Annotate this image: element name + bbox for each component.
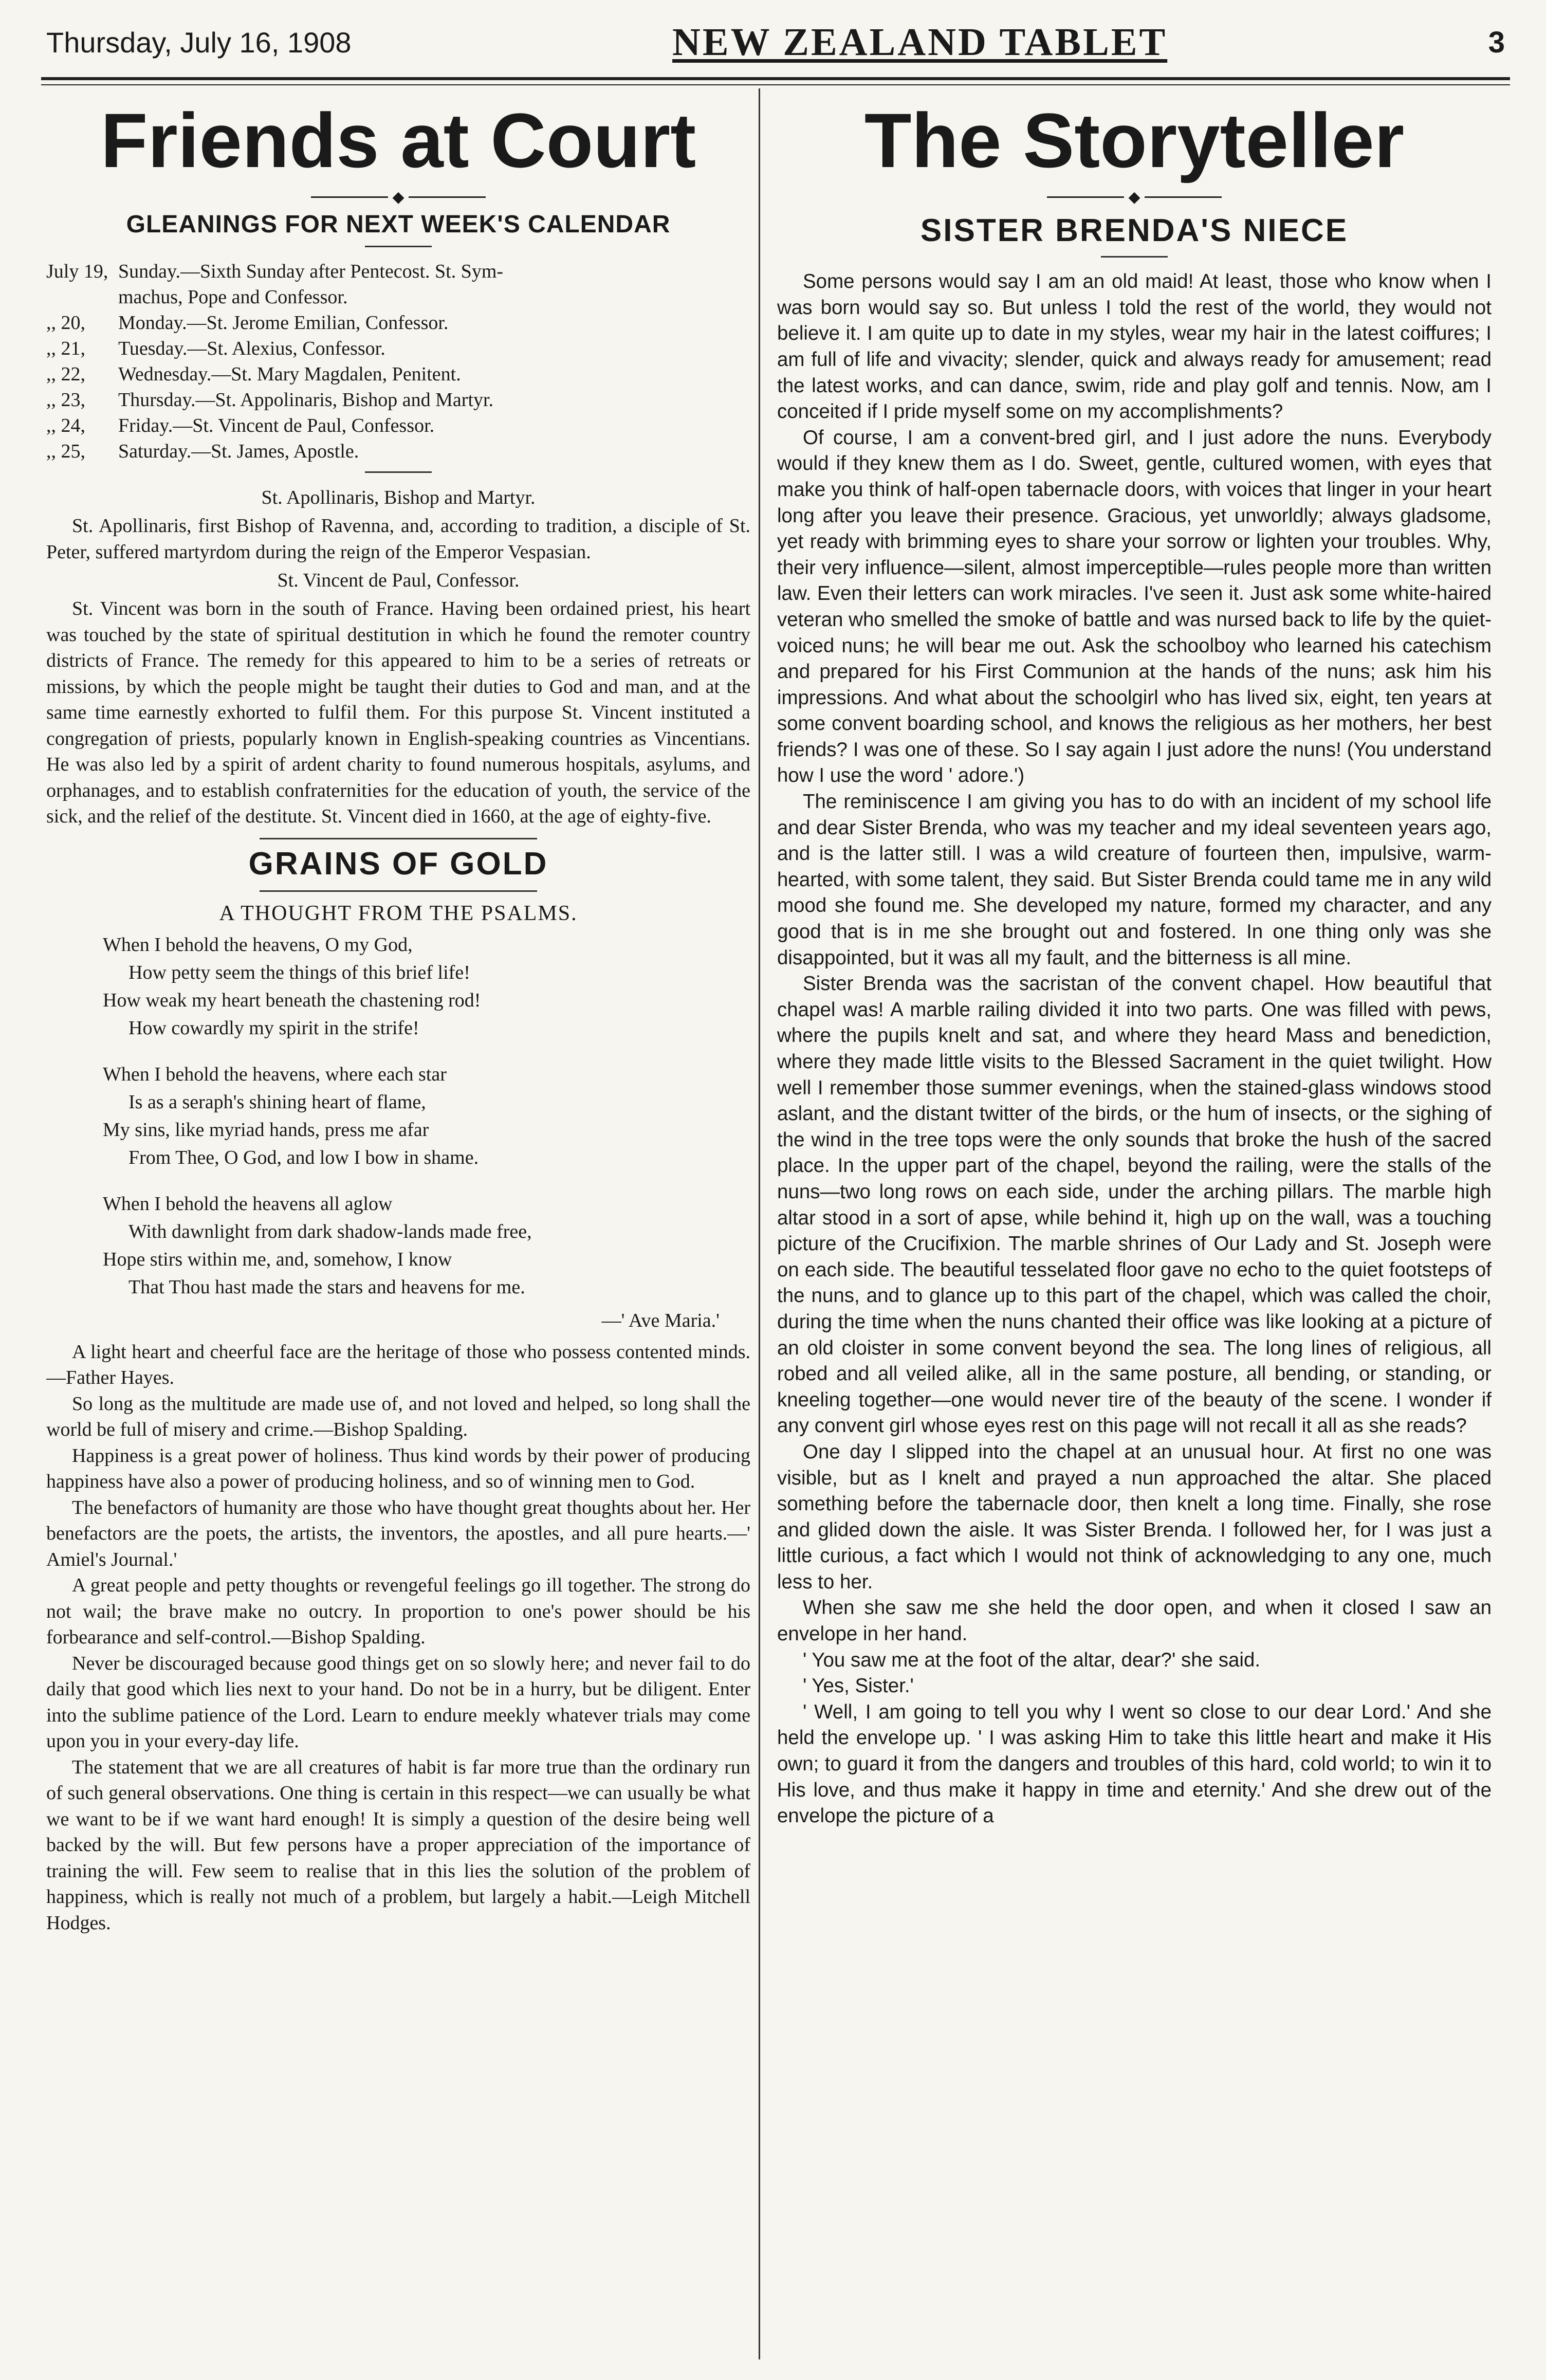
calendar-entry xyxy=(46,336,750,361)
story-paragraph: The reminiscence I am giving you has to do with an incident of my school life and dear Sister Brenda, who was my teacher and my ideal seventeen years ago, and is the latter still. I was a wild creature of fourteen then, impulsive, warm-hearted, with some talent, they said. But Sister Brenda could tame me in any wild mood she found me. She developed my nature, formed my character, and any good that is in me she brought out and fostered. In one thing only was she disappointed, but it was all my fault, and the bitterness is all mine. xyxy=(777,791,1492,969)
header-rule-thin xyxy=(41,84,1510,85)
story-title: SISTER BRENDA'S NIECE xyxy=(920,213,1349,249)
poem-attribution: —' Ave Maria.' xyxy=(601,1309,720,1331)
column-divider xyxy=(759,88,760,2359)
page-header xyxy=(46,11,1505,73)
calendar-text: Tuesday.—St. Alexius, Confessor. xyxy=(118,338,385,360)
calendar-entry xyxy=(46,387,750,413)
quote-paragraph: Happiness is a great power of holiness. Thus kind words by their power of producing happiness have also a power of producing holiness, and so of winning men to God. xyxy=(46,1444,750,1493)
story-paragraph: ' You saw me at the foot of the altar, dear?' she said. xyxy=(803,1649,1261,1671)
calendar-entry xyxy=(46,310,750,336)
calendar-entry xyxy=(46,438,750,464)
story-paragraph: ' Well, I am going to tell you why I went so close to our dear Lord.' And she held the envelope up. ' I was asking Him to take this little heart and make it His own; to guard it from the dangers and troubles of this hard, cold world; to win it to His love, and thus make it happy in time and eternity.' And she drew out of the envelope the picture of a xyxy=(777,1700,1492,1827)
calendar-text: machus, Pope and Confessor. xyxy=(118,286,348,308)
poem-stanza xyxy=(103,1060,750,1171)
poem-title: A THOUGHT FROM THE PSALMS. xyxy=(219,901,578,925)
calendar-entry xyxy=(46,259,750,284)
saint-paragraph: St. Vincent was born in the south of France. Having been ordained priest, his heart was touched by the state of spiritual destitution in which he found the remoter country districts of France. The remedy for this appeared to him to be a series of retreats or missions, by which the people might be taught their duties to God and man, and at the same time earnestly exhorted to fulfil them. For this purpose St. Vincent instituted a congregation of priests, popularly known in English-speaking countries as Vincentians. He was also led by a spirit of ardent charity to found numerous hospitals, asylums, and orphanages, and to establish confraternities for the education of youth, the service of the sick, and the relief of the destitute. St. Vincent died in 1660, at the age of eighty-five. xyxy=(46,598,750,828)
calendar-text: Monday.—St. Jerome Emilian, Confessor. xyxy=(118,312,449,334)
calendar-date: ,, 21, xyxy=(46,338,85,360)
poem-line: Hope stirs within me, and, somehow, I know xyxy=(103,1248,452,1270)
calendar-entry xyxy=(46,361,750,387)
calendar-date: ,, 25, xyxy=(46,441,85,463)
quote-paragraph: So long as the multitude are made use of, and not loved and helped, so long shall the world be full of misery and crime.—Bishop Spalding. xyxy=(46,1393,750,1441)
calendar-text: Friday.—St. Vincent de Paul, Confessor. xyxy=(118,415,435,437)
poem-line: With dawnlight from dark shadow-lands made free, xyxy=(128,1220,532,1242)
calendar-entry xyxy=(46,413,750,438)
calendar-date: July 19, xyxy=(46,261,108,283)
saint-heading: St. Apollinaris, Bishop and Martyr. xyxy=(261,487,536,509)
calendar-text: Thursday.—St. Appolinaris, Bishop and Martyr. xyxy=(118,389,494,411)
quote-paragraph: Never be discouraged because good things get on so slowly here; and never fail to do daily that good which lies next to your hand. Do not be in a hurry, but be diligent. Enter into the sublime patience of the Lord. Learn to endure meekly whatever trials may come upon you in your every-day life. xyxy=(46,1652,750,1752)
calendar-text: Wednesday.—St. Mary Magdalen, Penitent. xyxy=(118,363,461,386)
poem-line: From Thee, O God, and low I bow in shame. xyxy=(128,1146,479,1168)
header-rule xyxy=(41,77,1510,80)
page-number: 3 xyxy=(1488,25,1505,59)
short-rule xyxy=(365,246,432,247)
poem-line: How weak my heart beneath the chastening rod! xyxy=(103,989,481,1011)
poem-stanza xyxy=(103,1190,750,1301)
poem-line: That Thou hast made the stars and heavens for me. xyxy=(128,1276,525,1298)
section-rule xyxy=(260,838,537,839)
quote-paragraph: The statement that we are all creatures of habit is far more true than the ordinary run of such general observations. One thing is certain in this respect—we can usually be what we want to be if we want hard enough! It is simply a question of the desire being well backed by the will. But few persons have a proper appreciation of the importance of training the will. Few seem to realise that in this lies the solution of the problem of happiness, which is really not much of a problem, but largely a habit.—Leigh Mitchell Hodges. xyxy=(46,1756,750,1934)
calendar-date: ,, 20, xyxy=(46,312,85,334)
left-column xyxy=(46,90,750,2359)
section-title-storyteller: The Storyteller xyxy=(864,97,1405,184)
poem-line: How cowardly my spirit in the strife! xyxy=(128,1017,419,1039)
quote-paragraph: The benefactors of humanity are those who have thought great thoughts about her. Her benefactors are the poets, the artists, the inventors, the apostles, and all pure hearts.—' Amiel's Journal.' xyxy=(46,1496,750,1570)
short-rule xyxy=(1101,256,1168,258)
story-paragraph: One day I slipped into the chapel at an unusual hour. At first no one was visible, but as I knelt and prayed a nun approached the altar. She placed something before the tabernacle door, then knelt a long time. Finally, she rose and glided down the aisle. It was Sister Brenda. I followed her, for I was just a little curious, a fact which I would not think of acknowledging to any one, much less to her. xyxy=(777,1440,1492,1593)
saint-paragraph: St. Apollinaris, first Bishop of Ravenna, and, according to tradition, a disciple of St. Peter, suffered martyrdom during the reign of the Emperor Vespasian. xyxy=(46,515,750,563)
right-column xyxy=(777,90,1492,2359)
story-paragraph: Sister Brenda was the sacristan of the convent chapel. How beautiful that chapel was! A marble railing divided it into two parts. One was filled with pews, where the pupils knelt and sat, and where they heard Mass and benediction, where they made little visits to the Blessed Sacrament in the quiet twilight. How well I remember those summer evenings, when the stained-glass windows stood aslant, and the distant twitter of the birds, or the hum of insects, or the sighing of the wind in the tree tops were the only sounds that broke the hush of the sacred place. In the upper part of the chapel, beyond the railing, were the stalls of the nuns—two long rows on each side, under the arching pillars. The marble high altar stood in a sort of apse, while behind it, high up on the wall, was a touching picture of the Crucifixion. The marble shrines of Our Lady and St. Joseph were on each side. The beautiful tesselated floor gave no echo to the quiet footsteps of the nuns, and to glance up to this part of the chapel, which was called the choir, during the time when the nuns chanted their office was like looking at a picture of an old cloister in some convent beyond the sea. The long lines of religious, all robed and all veiled alike, all in the same posture, all bending, or standing, or kneeling together—one would never tire of the beauty of the scene. I wonder if any convent girl whose eyes rest on this page will not recall it all as she reads? xyxy=(777,973,1492,1437)
calendar-subheading: GLEANINGS FOR NEXT WEEK'S CALENDAR xyxy=(126,211,671,239)
story-paragraph: Of course, I am a convent-bred girl, and I just adore the nuns. Everybody would if they knew them as I do. Sweet, gentle, cultured women, with eyes that make you think of half-open tabernacle doors, with voices that linger in your heart long after you leave their presence. Gracious, yet unworldly; always gladsome, yet ready with brimming eyes to share your sorrow or lighten your troubles. Why, their very influence—silent, almost imperceptible—rules people more than written law. Even their letters can work miracles. I've seen it. Just ask some white-haired veteran who smelled the smoke of battle and was nursed back to life by the quiet-voiced nuns; he will bear me out. Ask the schoolboy who learned his catechism and prepared for his First Communion at the hands of the nuns; ask him his impressions. And what about the schoolgirl who has lived six, eight, ten years at some convent boarding school, and knows the religious as her mothers, her best friends? I was one of these. So I say again I just adore the nuns! (You understand how I use the word ' adore.') xyxy=(777,426,1492,787)
calendar-text: Sunday.—Sixth Sunday after Pentecost. St. Sym- xyxy=(118,261,504,283)
issue-date: Thursday, July 16, 1908 xyxy=(46,26,352,59)
story-body xyxy=(777,269,1492,1829)
calendar-date: ,, 22, xyxy=(46,363,85,386)
poem-line: When I behold the heavens, O my God, xyxy=(103,933,413,956)
poem-line: When I behold the heavens, where each star xyxy=(103,1063,447,1085)
quote-paragraph: A light heart and cheerful face are the heritage of those who possess contented minds.—Father Hayes. xyxy=(46,1341,750,1389)
calendar-list xyxy=(46,259,750,464)
ornament-divider: ◆ xyxy=(46,187,750,207)
poem xyxy=(103,931,750,1301)
poem-line: How petty seem the things of this brief life! xyxy=(128,961,470,983)
calendar-date: ,, 24, xyxy=(46,415,85,437)
story-paragraph: Some persons would say I am an old maid! At least, those who know when I was born would say so. But unless I told the rest of the world, they would not believe it. I am quite up to date in my styles, wear my hair in the latest coiffures; I am full of life and vivacity; slender, quick and always ready for amusement; read the latest works, and can dance, swim, ride and play golf and tennis. Now, am I conceited if I pride myself some on my accomplishments? xyxy=(777,270,1492,423)
poem-line: When I behold the heavens all aglow xyxy=(103,1193,393,1215)
story-paragraph: When she saw me she held the door open, and when it closed I saw an envelope in her hand. xyxy=(777,1597,1492,1645)
calendar-entry-continued xyxy=(46,284,750,310)
section-rule xyxy=(260,890,537,892)
saint-heading: St. Vincent de Paul, Confessor. xyxy=(277,570,520,592)
story-paragraph: ' Yes, Sister.' xyxy=(803,1675,914,1697)
calendar-text: Saturday.—St. James, Apostle. xyxy=(118,441,359,463)
poem-line: My sins, like myriad hands, press me afar xyxy=(103,1119,429,1141)
quote-paragraph: A great people and petty thoughts or revengeful feelings go ill together. The strong do not wail; the brave make no outcry. In proportion to one's power should be his forbearance and self-control.—Bishop Spalding. xyxy=(46,1575,750,1649)
grains-of-gold-heading: GRAINS OF GOLD xyxy=(248,846,548,882)
short-rule xyxy=(365,471,432,473)
calendar-date: ,, 23, xyxy=(46,389,85,411)
poem-stanza xyxy=(103,931,750,1042)
section-title-friends-at-court: Friends at Court xyxy=(100,97,696,184)
poem-line: Is as a seraph's shining heart of flame, xyxy=(128,1091,426,1113)
ornament-divider: ◆ xyxy=(777,187,1492,207)
publication-name: NEW ZEALAND TABLET xyxy=(672,20,1168,64)
